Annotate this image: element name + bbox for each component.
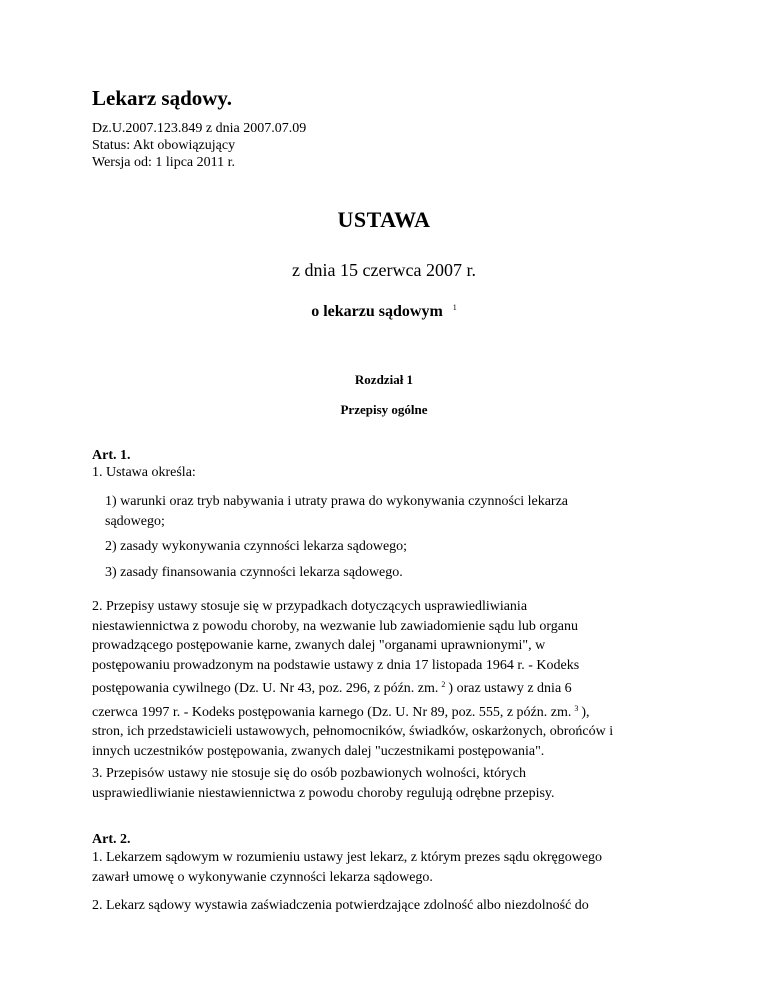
list-item: [105, 537, 695, 557]
paragraph-line: stron, ich przedstawicieli ustawowych, pełnomocników, świadków, oskarżonych, obrońców i: [92, 724, 614, 739]
list-item-line: 2) zasady wykonywania czynności lekarza sądowego;: [105, 539, 408, 554]
footnote-ref: 3: [574, 703, 579, 713]
paragraph: [92, 896, 692, 916]
paragraph-line: 2. Lekarz sądowy wystawia zaświadczenia potwierdzające zdolność albo niezdolność do: [92, 898, 589, 913]
article-heading: Art. 1.: [92, 448, 131, 463]
act-subject: [0, 303, 768, 321]
paragraph-line: niestawiennictwa z powodu choroby, na wezwanie lub zawiadomienie sądu lub organu: [92, 618, 578, 634]
document-title: Lekarz sądowy.: [92, 86, 233, 110]
journal-reference: Dz.U.2007.123.849 z dnia 2007.07.09: [92, 121, 307, 136]
paragraph: [92, 764, 692, 803]
paragraph-line: prowadzącego postępowanie karne, zwanych dalej "organami uprawnionymi", w: [92, 638, 546, 653]
list-item: [105, 563, 695, 583]
paragraph-line: usprawiedliwianie niestawiennictwa z powodu choroby regulują odrębne przepisy.: [92, 785, 555, 801]
article-heading: Art. 2.: [92, 832, 131, 847]
footnote-ref: 2: [441, 680, 446, 689]
list-item-line: 3) zasady finansowania czynności lekarza sądowego.: [105, 565, 403, 580]
act-type: USTAWA: [337, 207, 431, 232]
footnote-ref: 1: [452, 303, 457, 312]
list-item-line: sądowego;: [105, 513, 165, 529]
paragraph-line: 3. Przepisów ustawy nie stosuje się do osób pozbawionych wolności, których: [92, 766, 526, 781]
paragraph-line: [92, 699, 692, 723]
paragraph: [92, 597, 692, 761]
act-date: z dnia 15 czerwca 2007 r.: [292, 260, 476, 280]
paragraph-line: zawarł umowę o wykonywanie czynności lekarza sądowego.: [92, 869, 433, 885]
paragraph-line: [92, 675, 692, 699]
paragraph-line: 1. Lekarzem sądowym w rozumieniu ustawy jest lekarz, z którym prezes sądu okręgowego: [92, 850, 603, 865]
list-item-line: 1) warunki oraz tryb nabywania i utraty prawa do wykonywania czynności lekarza: [105, 494, 568, 509]
chapter-title: Przepisy ogólne: [340, 402, 428, 417]
paragraph-line: postępowaniu prowadzonym na podstawie ustawy z dnia 17 listopada 1964 r. - Kodeks: [92, 657, 580, 673]
line-text: ),: [581, 704, 590, 720]
act-subject-text: o lekarzu sądowym: [311, 303, 443, 320]
line-text: postępowania cywilnego (Dz. U. Nr 43, poz. 296, z późn. zm.: [92, 681, 439, 696]
paragraph: [92, 848, 692, 887]
status-line: Status: Akt obowiązujący: [92, 138, 236, 153]
version-line: Wersja od: 1 lipca 2011 r.: [92, 155, 235, 170]
line-text: ) oraz ustawy z dnia 6: [448, 681, 572, 696]
line-text: czerwca 1997 r. - Kodeks postępowania karnego (Dz. U. Nr 89, poz. 555, z późn. zm.: [92, 704, 572, 720]
list-item: [105, 492, 695, 531]
chapter-number: Rozdział 1: [354, 372, 414, 387]
paragraph-line: 2. Przepisy ustawy stosuje się w przypadkach dotyczących usprawiedliwiania: [92, 599, 528, 614]
paragraph-line: innych uczestników postępowania, zwanych dalej "uczestnikami postępowania".: [92, 743, 545, 759]
paragraph-lead: 1. Ustawa określa:: [92, 465, 196, 480]
